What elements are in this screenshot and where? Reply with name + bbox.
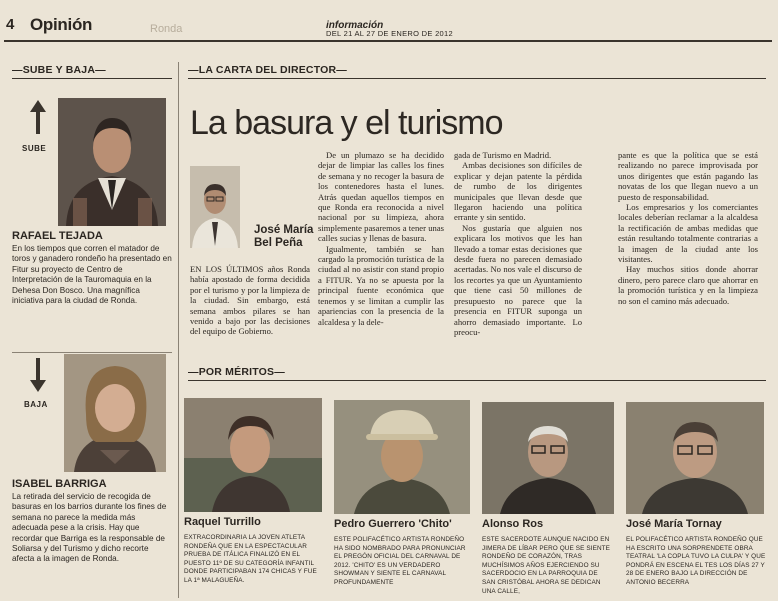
merit-caption-4: EL POLIFACÉTICO ARTISTA RONDEÑO QUE HA ESCRITO UNA SORPRENDETE OBRA TEATRAL 'LA COPLA TUVO LA CULPA' Y QUE PONDRÁ EN ESCENA EL TES LOS DÍAS 27 Y 28 DE ENERO BAJO LA DIRECCIÓN DE ANTONIO BECERRA <box>626 536 766 586</box>
author-name-1: José María <box>254 224 314 236</box>
masthead: información <box>326 20 384 31</box>
meritos-kicker: —POR MÉRITOS— <box>188 366 285 378</box>
paragraph: Ambas decisiones son difíciles de explicar y dejan patente la pérdida de rumbo de los dirigentes municipales que llevan desde que llegaron haciendo una política errante y sin sentido. <box>454 160 582 223</box>
photo-jose-maria-tornay <box>626 402 764 514</box>
issue-date: DEL 21 AL 27 DE ENERO DE 2012 <box>326 29 453 38</box>
sube-label: SUBE <box>22 144 47 153</box>
sube-divider <box>12 352 172 353</box>
merit-caption-3: ESTE SACERDOTE AUNQUE NACIDO EN JIMERA DE LÍBAR PERO QUE SE SIENTE RONDEÑO DE CORAZÓN, TRAS MUCHÍSIMOS AÑOS EJERCIENDO SU SACERDOCIO EN LA PARROQUIA DE SAN CRISTÓBAL AHORA SE DEDICAN UNA CALLE, <box>482 536 611 595</box>
paragraph: Los empresarios y los comerciantes locales deberían reclamar a la alcaldesa la rectificación de ambas medidas que están resultando totalmente contrarias a la imagen de la ciudad ante los visitantes. <box>618 202 758 265</box>
article-column-4 <box>618 150 758 306</box>
merit-name-1: Raquel Turrillo <box>184 516 261 528</box>
kicker-rule <box>12 78 172 79</box>
photo-isabel-barriga <box>64 354 166 472</box>
sube-text: En los tiempos que corren el matador de toros y ganadero rondeño ha presentado en Fitur su proyecto de Centro de Interpretación de la Tauromaquia en la Dehesa Don Bosco. Una magnífica iniciativa para la ciudad de Ronda. <box>12 244 172 306</box>
article-column-3 <box>454 150 582 337</box>
merit-caption-2: ESTE POLIFACÉTICO ARTISTA RONDEÑO HA SIDO NOMBRADO PARA PRONUNCIAR EL PREGÓN OFICIAL DEL CARNAVAL DE 2012. 'CHITO' ES UN VERDADERO SHOWMAN Y SIENTE EL CARNAVAL PROFUNDAMENTE <box>334 536 466 586</box>
carta-kicker-rule <box>188 78 766 79</box>
photo-alonso-ros <box>482 402 614 514</box>
baja-name: ISABEL BARRIGA <box>12 478 107 490</box>
paragraph: gada de Turismo en Madrid. <box>454 150 552 160</box>
merit-name-4: José María Tornay <box>626 518 722 530</box>
page-header <box>0 0 778 36</box>
sube-name: RAFAEL TEJADA <box>12 230 103 242</box>
baja-text: La retirada del servicio de recogida de basuras en los barrios durante los fines de semana no parece la medida más adecuada pese a la crisis. Hay que recordar que Barriga es la responsable de Soliarsa y del Turismo y dicho recorte afecta a la imagen de Ronda. <box>12 492 167 564</box>
photo-director <box>190 166 240 248</box>
carta-kicker: —LA CARTA DEL DIRECTOR— <box>188 64 347 76</box>
author-name-2: Bel Peña <box>254 237 303 249</box>
photo-rafael-tejada <box>58 98 166 226</box>
portrait-icon <box>334 400 470 514</box>
paragraph: Nos gustaría que alguien nos explicara los motivos que les han llevado a tomar estas decisiones que desde fuera no parecen demasiado acertadas. No nos vale el discurso de los recortes ya que un Ayuntamiento que tiene casi 50 millones de presupuesto no parece que la presencia en FITUR suponga un ahorro demasiado importante. Lo preocu- <box>454 222 582 337</box>
article-column-1 <box>190 264 310 337</box>
portrait-icon <box>626 402 764 514</box>
sube-baja-kicker: —SUBE Y BAJA— <box>12 64 106 76</box>
baja-label: BAJA <box>24 400 48 409</box>
arrow-down-icon <box>30 358 46 392</box>
paragraph: pante es que la política que se está realizando no parece improvisada por unos dirigentes que están pagando las novatas de los que llegan nuevo a un puesto de responsabilidad. <box>618 150 758 202</box>
headline: La basura y el turismo <box>190 104 503 142</box>
portrait-icon <box>58 98 166 226</box>
portrait-icon <box>190 166 240 248</box>
paragraph: Hay muchos sitios donde ahorrar dinero, pero parece claro que ahorrar en la promoción turística y en la limpieza no son el camino más adecuado. <box>618 264 758 306</box>
photo-pedro-guerrero <box>334 400 470 514</box>
portrait-icon <box>64 354 166 472</box>
photo-raquel-turrillo <box>184 398 322 512</box>
article-column-2 <box>318 150 444 327</box>
column-divider <box>178 62 179 598</box>
ghost-text: Ronda <box>150 23 183 35</box>
paragraph: Igualmente, también se han cargado la promoción turística de la ciudad al no asistir con stand propio a FITUR. Ya no se apuesta por la principal fuente económica que tenemos y se limitan a cumplir las apariencias con la presencia de la alcaldesa y la dele- <box>318 243 444 327</box>
paragraph: De un plumazo se ha decidido dejar de limpiar las calles los fines de semana y no recoger la basura de los contenedores hasta el lunes. Atrás quedan aquellos tiempos en que Ronda era reconocida a nivel nacional por su limpieza, ahora simplemente pasaremos a tener unas calles sucias y llenas de basura. <box>318 150 444 244</box>
section-title: Opinión <box>30 15 93 34</box>
arrow-up-icon <box>30 100 46 134</box>
meritos-kicker-rule <box>188 380 766 381</box>
portrait-icon <box>482 402 614 514</box>
merit-caption-1: EXTRACORDINARIA LA JOVEN ATLETA RONDEÑA QUE EN LA ESPECTACULAR PRUEBA DE ITÁLICA FINALIZÓ EN EL PUESTO 11º DE SU CATEGORÍA INFANTIL DONDE PARTICIPABAN 174 CHICAS Y FUE LA 1ª MALAGUEÑA. <box>184 534 317 584</box>
page-number: 4 <box>6 16 15 33</box>
merit-name-2: Pedro Guerrero 'Chito' <box>334 518 452 530</box>
paragraph: EN LOS ÚLTIMOS años Ronda había apostado de forma decidida por el turismo y por la limpieza de la ciudad. Sin embargo, está semana ambos pilares se han venido a bajo por las decisiones del equipo de Gobierno. <box>190 264 310 337</box>
merit-name-3: Alonso Ros <box>482 518 544 530</box>
portrait-icon <box>184 398 322 512</box>
header-rule <box>4 40 772 42</box>
